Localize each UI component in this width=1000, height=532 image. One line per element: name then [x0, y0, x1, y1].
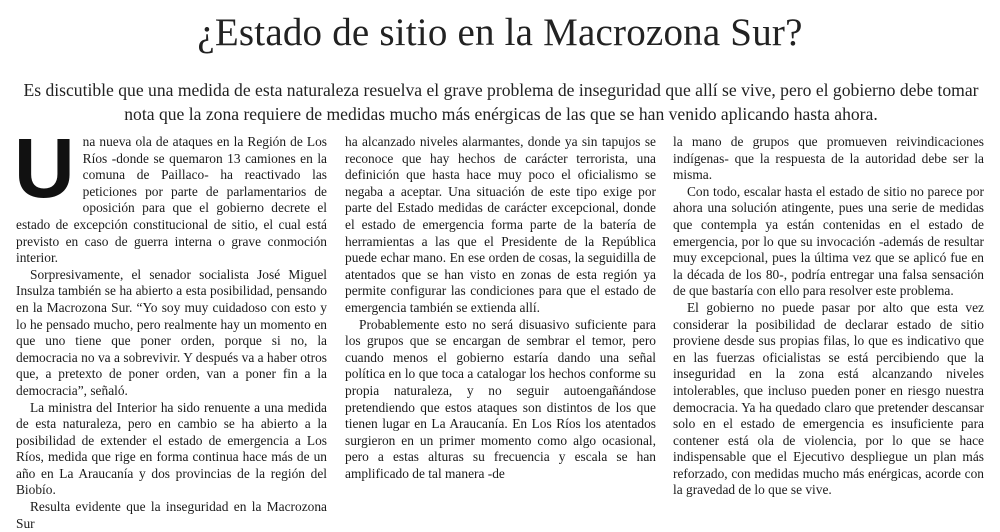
paragraph: Resulta evidente que la inseguridad en la Macrozona Sur: [16, 499, 327, 531]
column-3: [673, 134, 984, 499]
paragraph: Probablemente esto no será disuasivo suficiente para los grupos que se encargan de sembrar el temor, pero cuando menos el gobierno estaría dando una señal política en lo que toca a catalogar los hechos conforme su propia naturaleza, y no seguir autoengañándose pretendiendo que estos ataques son distintos de los que tienen lugar en La Araucanía. En Los Ríos los atentados surgieron en un primer momento como algo ocasional, pero a estas alturas su frecuencia y escala se han amplificado de tal manera -de: [345, 316, 656, 481]
paragraph: La ministra del Interior ha sido renuente a una medida de esta naturaleza, pero en cambio se ha abierto a la posibilidad de extender el estado de emergencia a Los Ríos, medida que rige en forma continua hace más de un año en La Araucanía y dos provincias de la región del Biobío.: [16, 399, 327, 498]
headline: ¿Estado de sitio en la Macrozona Sur?: [197, 11, 803, 54]
paragraph: [14, 121, 327, 267]
paragraph: la mano de grupos que promueven reivindicaciones indígenas- que la respuesta de la autoridad debe ser la misma.: [673, 134, 984, 183]
paragraph: Con todo, escalar hasta el estado de sitio no parece por ahora una solución atingente, pues una serie de medidas que contempla ya están contenidas en el estado de emergencia, por lo que su invocación -además de resultar muy excepcional, pues la última vez que se aplicó fue en la década de los 80-, podría entregar una falsa sensación de que bastaría con ello para resolver este problema.: [673, 183, 984, 299]
paragraph: ha alcanzado niveles alarmantes, donde ya sin tapujos se reconoce que hay hechos de carácter terrorista, una definición que hasta hace muy poco el oficialismo se negaba a aceptar. Una situación de este tipo exige por parte del Estado medidas de carácter excepcional, donde el estado de emergencia forma parte de la batería de herramientas a las que el Presidente de la República puede echar mano. En ese orden de cosas, la seguidilla de atentados que se han visto en zonas de esta región ya permite configurar las condiciones para que el estado de emergencia también se extienda allí.: [345, 134, 656, 315]
column-1: [14, 121, 327, 532]
column-2: [345, 134, 656, 482]
drop-cap: U: [14, 121, 75, 215]
paragraph-text: na nueva ola de ataques en la Región de Los Ríos -donde se quemaron 13 camiones en la comuna de Paillaco- ha reactivado las peticiones por parte de parlamentarios de oposición para que el gobierno decrete el estado de excepción constitucional de sitio, el cual está previsto en caso de guerra interna o grave conmoción interior.: [16, 134, 327, 266]
paragraph: Sorpresivamente, el senador socialista José Miguel Insulza también se ha abierto a esta posibilidad, pensando en la Macrozona Sur. “Yo soy muy cuidadoso con esto y lo he pensado mucho, pero realmente hay un momento en que uno tiene que poner orden, porque si no, la democracia no va a sobrevivir. Y después va a haber otros que, a pretexto de poner orden, van a poner fin a la democracia”, señaló.: [16, 266, 327, 398]
paragraph: El gobierno no puede pasar por alto que esta vez considerar la posibilidad de declarar estado de sitio proviene desde sus propias filas, lo que es indicativo que en las fuerzas oficialistas se está percibiendo que la inseguridad en la zona está alcanzando niveles intolerables, que incluso pueden poner en riesgo nuestra democracia. Ya ha quedado claro que pretender descansar solo en el estado de emergencia es insuficiente para contener está ola de violencia, por lo que se hace indispensable que el Ejecutivo despliegue un plan más reforzado, con medidas mucho más enérgicas, acorde con la gravedad de lo que se vive.: [673, 299, 984, 498]
deck-subheading: Es discutible que una medida de esta naturaleza resuelva el grave problema de inseguridad que allí se vive, pero el gobierno debe tomar nota que la zona requiere de medidas mucho más enérgicas de las que se han venido aplicando hasta ahora.: [23, 80, 979, 124]
